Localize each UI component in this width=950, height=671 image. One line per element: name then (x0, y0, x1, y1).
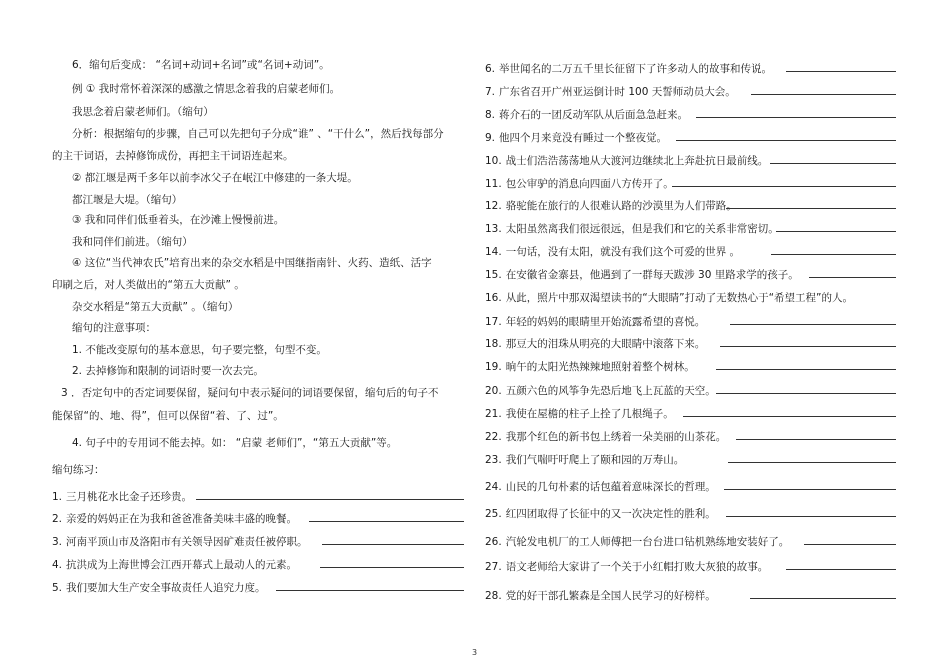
exercise-item (52, 581, 266, 595)
exercise-sentence: 汽轮发电机厂的工人师傅把一台台进口钻机熟练地安装好了。 (505, 536, 790, 548)
exercise-sentence: 在安徽省金寨县，他遇到了一群每天跋涉 30 里路求学的孩子。 (505, 269, 799, 281)
exercise-sentence: 战士们浩浩荡荡地从大渡河边继续北上奔赴抗日最前线。 (505, 155, 769, 167)
answer-blank[interactable] (724, 489, 896, 490)
answer-blank[interactable] (276, 590, 464, 591)
exercise-sentence: 我们要加大生产安全事故责任人追究力度。 (66, 582, 266, 594)
exercise-number: 7. (485, 86, 496, 98)
exercise-item (485, 507, 716, 521)
exercise-number: 4. (52, 559, 63, 571)
exercise-number: 22. (485, 431, 502, 443)
exercise-number: 11. (485, 178, 502, 190)
exercise-number: 13. (485, 223, 502, 235)
exercise-sentence: 太阳虽然离我们很远很远，但是我们和它的关系非常密切。 (505, 223, 779, 235)
answer-blank[interactable] (309, 521, 464, 522)
example-1-result: 我思念着启蒙老师们。（缩句） (72, 106, 214, 118)
exercise-number: 24. (485, 481, 502, 493)
exercise-item (485, 453, 684, 467)
exercise-item (485, 62, 772, 76)
exercise-item (485, 199, 737, 213)
answer-blank[interactable] (770, 163, 896, 164)
exercise-item (52, 558, 297, 572)
analysis-line-1: 分析：根据缩句的步骤，自己可以先把句子分成“谁” 、“干什么”，然后找每部分 (72, 128, 444, 140)
exercise-number: 5. (52, 582, 63, 594)
exercise-item (485, 535, 789, 549)
exercise-sentence: 那豆大的泪珠从明亮的大眼睛中滚落下来。 (505, 338, 706, 350)
exercise-sentence: 亲爱的妈妈正在为我和爸爸准备美味丰盛的晚餐。 (66, 513, 298, 525)
exercise-item (485, 291, 853, 305)
answer-blank[interactable] (776, 231, 896, 232)
answer-blank[interactable] (751, 94, 896, 95)
answer-blank[interactable] (786, 71, 896, 72)
example-4-line-1: ④ 这位“当代神农氏”培育出来的杂交水稻是中国继指南针、火药、造纸、活字 (72, 257, 432, 269)
exercise-sentence: 语文老师给大家讲了一个关于小红帽打败大灰狼的故事。 (505, 561, 769, 573)
exercise-item (485, 222, 779, 236)
exercise-item (485, 108, 688, 122)
answer-blank[interactable] (771, 254, 896, 255)
example-3-result: 我和同伴们前进。（缩句） (72, 236, 193, 248)
note-2: 2. 去掉修饰和限制的词语时要一次去完。 (72, 365, 264, 377)
notes-title: 缩句的注意事项： (72, 322, 156, 334)
exercise-sentence: 抗洪成为上海世博会江西开幕式上最动人的元素。 (66, 559, 298, 571)
exercise-number: 23. (485, 454, 502, 466)
example-1: 例 ① 我时常怀着深深的感激之情思念着我的启蒙老师们。 (72, 83, 341, 95)
exercise-sentence: 我那个红色的新书包上绣着一朵美丽的山茶花。 (505, 431, 727, 443)
exercise-sentence: 我使在屋檐的柱子上拴了几根绳子。 (505, 408, 674, 420)
exercise-number: 18. (485, 338, 502, 350)
example-4-result: 杂交水稻是“第五大贡献” 。（缩句） (72, 301, 239, 313)
answer-blank[interactable] (683, 416, 896, 417)
exercise-number: 20. (485, 385, 502, 397)
exercise-item (52, 512, 297, 526)
answer-blank[interactable] (809, 277, 896, 278)
exercise-sentence: 举世闻名的二万五千里长征留下了许多动人的故事和传说。 (499, 63, 773, 75)
answer-blank[interactable] (736, 439, 896, 440)
exercise-item (485, 154, 768, 168)
exercise-sentence: 我们气喘吁吁爬上了颐和园的万寿山。 (505, 454, 685, 466)
exercise-number: 12. (485, 200, 502, 212)
exercise-sentence: 三月桃花水比金子还珍贵。 (66, 491, 193, 503)
answer-blank[interactable] (726, 516, 896, 517)
exercise-number: 28. (485, 590, 502, 602)
answer-blank[interactable] (672, 186, 896, 187)
answer-blank[interactable] (696, 117, 896, 118)
exercise-number: 9. (485, 132, 496, 144)
answer-blank[interactable] (786, 569, 896, 570)
exercise-item (485, 85, 736, 99)
exercise-number: 1. (52, 491, 63, 503)
answer-blank[interactable] (320, 567, 464, 568)
exercise-item (485, 589, 716, 603)
exercise-number: 14. (485, 246, 502, 258)
example-2: ② 都江堰是两千多年以前李冰父子在岷江中修建的一条大堤。 (72, 172, 358, 184)
answer-blank[interactable] (720, 346, 896, 347)
exercise-number: 26. (485, 536, 502, 548)
exercise-item (485, 430, 726, 444)
exercise-item (485, 480, 716, 494)
exercise-sentence: 河南平顶山市及洛阳市有关领导因矿难责任被停职。 (66, 536, 308, 548)
exercise-number: 17. (485, 316, 502, 328)
exercise-sentence: 从此，照片中那双渴望读书的“大眼睛”打动了无数热心于“希望工程”的人。 (505, 292, 853, 304)
note-1: 1. 不能改变原句的基本意思，句子要完整，句型不变。 (72, 344, 327, 356)
exercise-item (485, 268, 799, 282)
answer-blank[interactable] (322, 544, 464, 545)
exercise-sentence: 年轻的妈妈的眼睛里开始流露希望的喜悦。 (505, 316, 706, 328)
exercise-sentence: 骆驼能在旅行的人很难认路的沙漠里为人们带路。 (505, 200, 737, 212)
exercise-number: 15. (485, 269, 502, 281)
example-2-result: 都江堰是大堤。（缩句） (72, 194, 183, 206)
exercise-item (485, 315, 705, 329)
exercise-number: 3. (52, 536, 63, 548)
exercise-sentence: 五颜六色的风筝争先恐后地飞上瓦蓝的天空。 (505, 385, 716, 397)
exercise-number: 16. (485, 292, 502, 304)
exercise-item (485, 407, 674, 421)
exercise-item (485, 131, 667, 145)
example-3: ③ 我和同伴们低垂着头，在沙滩上慢慢前进。 (72, 214, 285, 226)
exercise-sentence: 广东省召开广州亚运倒计时 100 天誓师动员大会。 (499, 86, 736, 98)
exercise-number: 6. (485, 63, 496, 75)
answer-blank[interactable] (196, 499, 464, 500)
note-3-line-1: 3 ．否定句中的否定词要保留，疑问句中表示疑问的词语要保留，缩句后的句子不 (61, 387, 439, 399)
exercise-item (485, 560, 768, 574)
exercise-sentence: 晌午的太阳光热辣辣地照射着整个树林。 (505, 361, 695, 373)
answer-blank[interactable] (804, 544, 896, 545)
exercise-number: 10. (485, 155, 502, 167)
exercise-sentence: 包公审驴的消息向四面八方传开了。 (505, 178, 674, 190)
answer-blank[interactable] (676, 140, 896, 141)
note-4: 4. 句子中的专用词不能去掉。如： “启蒙 老师们”，“第五大贡献”等。 (72, 437, 398, 449)
answer-blank[interactable] (716, 369, 896, 370)
exercise-item (485, 245, 740, 259)
page-number: 3 (472, 648, 478, 657)
exercise-number: 8. (485, 109, 496, 121)
rule-6: 6．缩句后变成： “名词+动词+名词”或“名词+动词”。 (72, 59, 330, 71)
exercise-sentence: 山民的几句朴素的话包蕴着意味深长的哲理。 (505, 481, 716, 493)
exercise-number: 27. (485, 561, 502, 573)
exercise-number: 25. (485, 508, 502, 520)
analysis-line-2: 的主干词语，去掉修饰成份，再把主干词语连起来。 (52, 150, 294, 162)
exercise-item (52, 490, 192, 504)
note-3-line-2: 能保留“的、地、得”，但可以保留“着、了、过”。 (52, 410, 284, 422)
answer-blank[interactable] (750, 598, 896, 599)
exercise-number: 19. (485, 361, 502, 373)
answer-blank[interactable] (730, 324, 896, 325)
practice-title: 缩句练习： (52, 464, 105, 476)
exercise-number: 21. (485, 408, 502, 420)
answer-blank[interactable] (728, 462, 896, 463)
answer-blank[interactable] (726, 208, 896, 209)
exercise-item (52, 535, 308, 549)
exercise-sentence: 红四团取得了长征中的又一次决定性的胜利。 (505, 508, 716, 520)
exercise-sentence: 蒋介石的一团反动军队从后面急急赶来。 (499, 109, 689, 121)
example-4-line-2: 印刷之后，对人类做出的“第五大贡献” 。 (52, 279, 245, 291)
exercise-number: 2. (52, 513, 63, 525)
exercise-sentence: 党的好干部孔繁森是全国人民学习的好榜样。 (505, 590, 716, 602)
exercise-item (485, 177, 674, 191)
exercise-sentence: 一句话，没有太阳，就没有我们这个可爱的世界 。 (505, 246, 741, 258)
exercise-item (485, 337, 705, 351)
exercise-item (485, 360, 695, 374)
exercise-sentence: 他四个月来竟没有睡过一个整夜觉。 (499, 132, 668, 144)
answer-blank[interactable] (716, 393, 896, 394)
exercise-item (485, 384, 716, 398)
